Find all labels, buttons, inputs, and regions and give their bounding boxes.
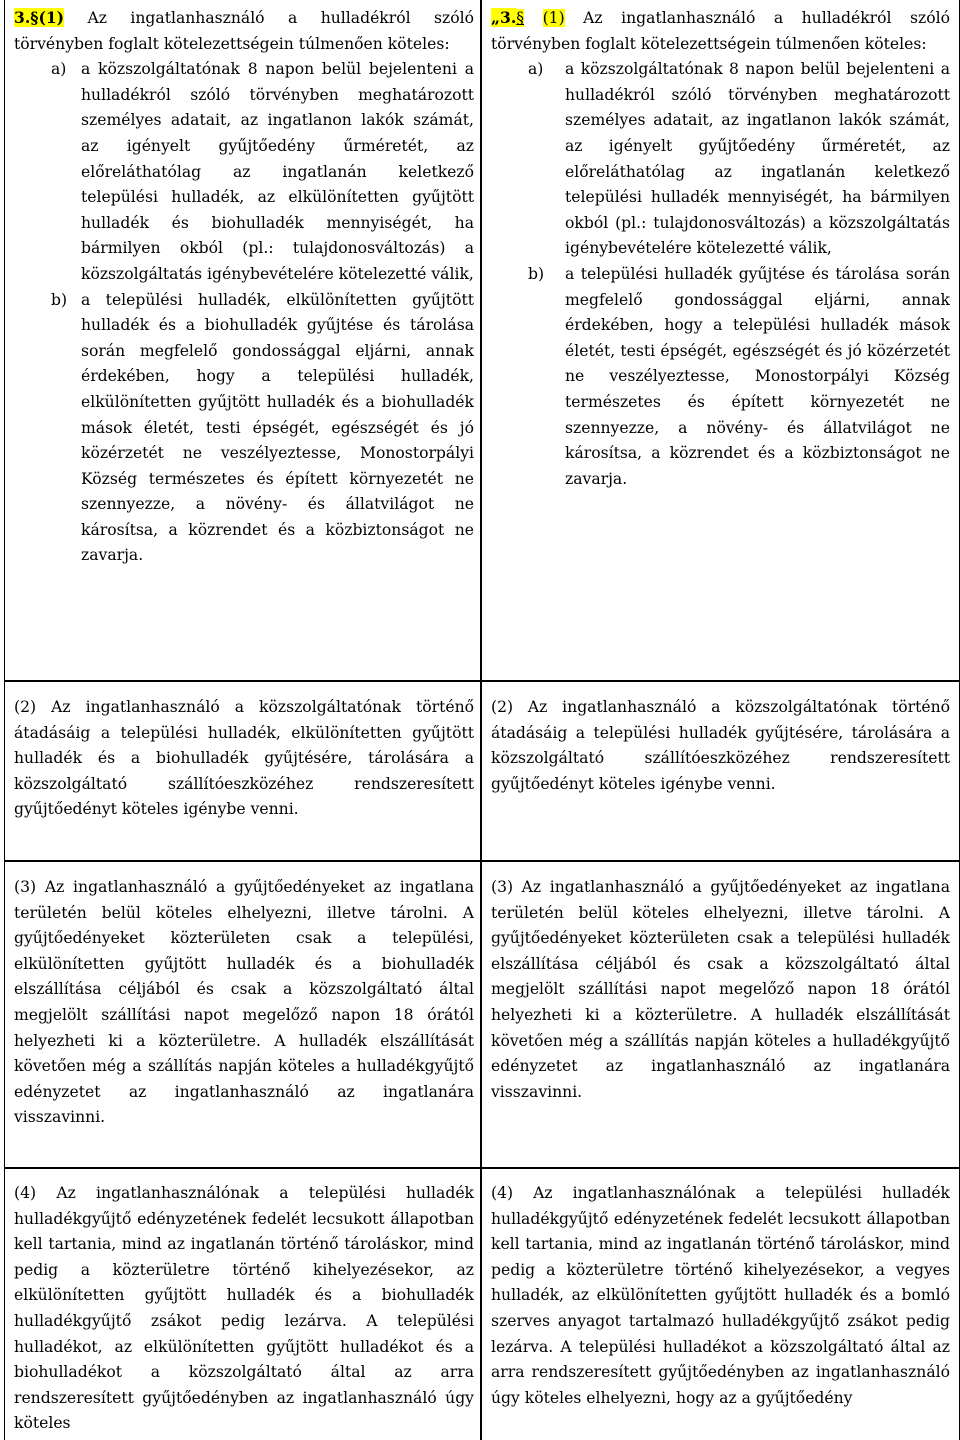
comparison-table	[4, 0, 960, 1440]
left-section-1-list	[14, 57, 474, 569]
list-item-label: b)	[51, 290, 68, 309]
right-section-1	[491, 5, 950, 675]
right-section-2	[491, 695, 950, 855]
list-item-label: b)	[528, 264, 545, 283]
section-sign: §	[516, 9, 525, 27]
list-item-label: a)	[51, 60, 67, 79]
list-item	[491, 57, 950, 262]
left-section-1-intro	[14, 5, 474, 57]
list-item	[14, 288, 474, 570]
section-sign: §	[30, 8, 39, 27]
list-item-text: a települési hulladék, elkülönítetten gyűjtött hulladék és a biohulladék gyűjtése és tárolása során megfelelő gondossággal eljárni, annak érdekében, hogy a települési hulladék, elkülönítetten gyűjtött hulladék és a biohulladék mások életét, testi épségét, egészségét és jó közérzetét ne veszélyeztesse, Monostorpályi Község természetes és épített környezetét ne szennyezze, a növény- és állatvilágot ne károsítsa, a közrendet és a közbiztonságot ne zavarja.	[81, 290, 474, 565]
row-divider	[5, 1167, 959, 1169]
section-number: 3.	[14, 8, 31, 27]
right-section-1-intro	[491, 5, 950, 57]
left-section-3	[14, 875, 474, 1162]
row-divider	[5, 680, 959, 682]
list-item-text: a települési hulladék gyűjtése és tárolása során megfelelő gondossággal eljárni, annak érdekében, hogy a települési hulladék mások életét, testi épségét, egészségét és jó közérzetét ne veszélyeztesse, Monostorpályi Község természetes és épített környezetét ne szennyezze, a növény- és állatvilágot ne károsítsa, a közrendet és a közbiztonságot ne zavarja.	[565, 264, 950, 488]
list-item	[491, 262, 950, 492]
left-section-2	[14, 695, 474, 855]
intro-text: Az ingatlanhasználó a hulladékról szóló törvényben foglalt kötelezettségein túlmenően köteles:	[14, 9, 474, 53]
list-item-label: a)	[528, 60, 544, 79]
paragraph: (3) Az ingatlanhasználó a gyűjtőedényeket az ingatlana területén belül köteles elhelyezni, illetve tárolni. A gyűjtőedényeket közterületen csak a települési, elkülönítetten gyűjtött hulladék és a biohulladék elszállítása céljából és csak a közszolgáltató által megjelölt szállítási napot megelőző napon 18 órától helyezheti ki a közterületre. A hulladék elszállítását követően még a szállítás napján köteles a hulladékgyűjtő edényzetet az ingatlanhasználó az ingatlanára visszavinni.	[14, 878, 474, 1127]
right-section-3	[491, 875, 950, 1162]
list-item-text: a közszolgáltatónak 8 napon belül bejelenteni a hulladékról szóló törvényben meghatározott személyes adatait, az ingatlanon lakók számát, az igényelt gyűjtőedény űrméretét, az előreláthatólag az ingatlanán keletkező települési hulladék, az elkülönítetten gyűjtött hulladék és biohulladék mennyiségét, ha bármilyen okból (pl.: tulajdonosváltozás) a közszolgáltatás igénybevételére kötelezetté válik,	[81, 60, 474, 283]
paragraph: (4) Az ingatlanhasználónak a települési hulladék hulladékgyűjtő edényzetének fedelét lecsukott állapotban kell tartania, mind az ingatlanán történő tároláskor, mind pedig a közterületre történő kihelyezésekor, az elkülönítetten gyűjtött hulladék és a biohulladék hulladékgyűjtő zsákot pedig lezárva. A települési hulladékot, az elkülönítetten gyűjtött hulladékot és a biohulladékot a közszolgáltató által az arra rendszeresített gyűjtőedényben az ingatlanhasználó úgy köteles	[14, 1184, 474, 1433]
row-divider	[5, 860, 959, 862]
intro-text: Az ingatlanhasználó a hulladékról szóló törvényben foglalt kötelezettségein túlmenően köteles:	[491, 9, 950, 53]
list-item-text: a közszolgáltatónak 8 napon belül bejelenteni a hulladékról szóló törvényben meghatározott személyes adatait, az ingatlanon lakók számát, az igényelt gyűjtőedény űrméretét, az előreláthatólag az ingatlanán keletkező települési hulladék mennyiségét, ha bármilyen okból (pl.: tulajdonosváltozás) a közszolgáltatás igénybevételére kötelezetté válik,	[565, 60, 950, 258]
paragraph: (2) Az ingatlanhasználó a közszolgáltatónak történő átadásáig a települési hulladék, elkülönítetten gyűjtött hulladék és a biohulladék gyűjtésére, tárolására a közszolgáltató szállítóeszközéhez rendszeresített gyűjtőedényt köteles igénybe venni.	[14, 698, 474, 819]
subsection-number: (1)	[542, 9, 565, 27]
paragraph: (4) Az ingatlanhasználónak a települési hulladék hulladékgyűjtő edényzetének fedelét lecsukott állapotban kell tartania, mind az ingatlanán történő tároláskor, mind pedig a közterületre történő kihelyezésekor, a vegyes hulladék, az elkülönítetten gyűjtött hulladék és a bomló szerves anyagot tartalmazó hulladékgyűjtő zsákot pedig lezárva. A települési hulladékot a közszolgáltató által az arra rendszeresített gyűjtőedényben az ingatlanhasználó úgy köteles elhelyezni, hogy az a gyűjtőedény	[491, 1184, 950, 1407]
list-item	[14, 57, 474, 287]
right-section-4	[491, 1181, 950, 1440]
section-number: „3.	[491, 8, 517, 27]
paragraph: (3) Az ingatlanhasználó a gyűjtőedényeket az ingatlana területén belül köteles elhelyezni, illetve tárolni. A gyűjtőedényeket közterületen csak a települési hulladék elszállítása céljából és csak a közszolgáltató által megjelölt szállítási napot megelőző napon 18 órától helyezheti ki a közterületre. A hulladék elszállítását követően még a szállítás napján köteles a hulladékgyűjtő edényzetet az ingatlanhasználó az ingatlanára visszavinni.	[491, 878, 950, 1101]
right-section-1-list	[491, 57, 950, 492]
left-section-4	[14, 1181, 474, 1440]
subsection-number: (1)	[38, 8, 65, 27]
paragraph: (2) Az ingatlanhasználó a közszolgáltatónak történő átadásáig a települési hulladék gyűjtésére, tárolására a közszolgáltató szállítóeszközéhez rendszeresített gyűjtőedényt köteles igénybe venni.	[491, 698, 950, 793]
left-section-1	[14, 5, 474, 675]
column-divider	[480, 0, 482, 1440]
